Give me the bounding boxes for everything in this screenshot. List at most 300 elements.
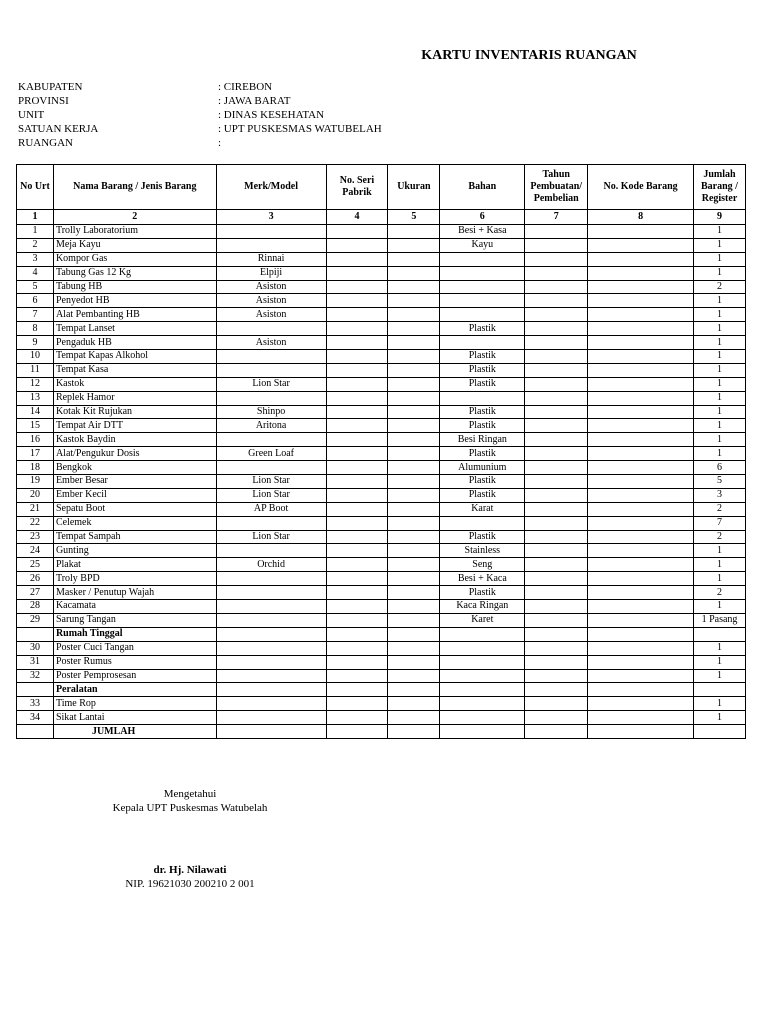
cell-kode	[588, 711, 694, 725]
meta-row-kabupaten	[18, 80, 382, 94]
cell-kode	[588, 363, 694, 377]
cell-nama: Kotak Kit Rujukan	[53, 405, 216, 419]
cell-no: 7	[17, 308, 54, 322]
table-row	[17, 586, 746, 600]
cell-no: 23	[17, 530, 54, 544]
cell-no: 11	[17, 363, 54, 377]
cell-merk: Orchid	[216, 558, 326, 572]
column-number: 5	[388, 210, 440, 225]
meta-value: : JAWA BARAT	[218, 95, 291, 107]
cell-tahun	[525, 266, 588, 280]
cell-ukuran	[388, 405, 440, 419]
table-row	[17, 322, 746, 336]
cell-nama: Meja Kayu	[53, 238, 216, 252]
column-number: 7	[525, 210, 588, 225]
cell-jumlah: 2	[693, 586, 745, 600]
cell-jumlah: 1	[693, 711, 745, 725]
table-row	[17, 294, 746, 308]
signature-line1: Mengetahui	[163, 788, 217, 800]
cell-tahun	[525, 544, 588, 558]
cell-kode	[588, 544, 694, 558]
cell-bahan: Karet	[440, 613, 525, 627]
table-row	[17, 405, 746, 419]
table-row	[17, 447, 746, 461]
cell-nama: Tempat Lanset	[53, 322, 216, 336]
cell-nama: Tabung Gas 12 Kg	[53, 266, 216, 280]
cell-nama: Tempat Air DTT	[53, 419, 216, 433]
cell-jumlah: 1	[693, 377, 745, 391]
cell-jumlah: 1	[693, 363, 745, 377]
cell-kode	[588, 488, 694, 502]
cell-kode	[588, 433, 694, 447]
table-row	[17, 308, 746, 322]
cell-merk: Shinpo	[216, 405, 326, 419]
cell-nama: Replek Hamor	[53, 391, 216, 405]
cell-jumlah: 1	[693, 350, 745, 364]
cell-no: 13	[17, 391, 54, 405]
cell-tahun	[525, 252, 588, 266]
cell-jumlah: 1	[693, 308, 745, 322]
cell-no: 31	[17, 655, 54, 669]
cell-nama: Tempat Kasa	[53, 363, 216, 377]
cell-jumlah: 1	[693, 558, 745, 572]
cell-ukuran	[388, 544, 440, 558]
column-number-row	[17, 210, 746, 225]
cell-seri	[326, 697, 388, 711]
table-row	[17, 711, 746, 725]
column-number: 9	[693, 210, 745, 225]
cell-seri	[326, 641, 388, 655]
cell-no: 5	[17, 280, 54, 294]
cell-nama: Ember Kecil	[53, 488, 216, 502]
section-label: Rumah Tinggal	[53, 627, 216, 641]
cell-tahun	[525, 322, 588, 336]
cell-ukuran	[388, 363, 440, 377]
cell-merk	[216, 544, 326, 558]
cell-ukuran	[388, 238, 440, 252]
cell-nama: Poster Cuci Tangan	[53, 641, 216, 655]
cell-ukuran	[388, 600, 440, 614]
cell-no: 15	[17, 419, 54, 433]
cell-nama: Gunting	[53, 544, 216, 558]
cell-merk	[216, 711, 326, 725]
cell-bahan: Kayu	[440, 238, 525, 252]
meta-row-provinsi	[18, 94, 382, 108]
meta-row-unit	[18, 108, 382, 122]
signature-block	[80, 787, 300, 891]
cell-seri	[326, 488, 388, 502]
cell-ukuran	[388, 461, 440, 475]
total-label: JUMLAH	[53, 725, 216, 739]
cell-tahun	[525, 516, 588, 530]
cell-no: 25	[17, 558, 54, 572]
cell-seri	[326, 336, 388, 350]
cell-seri	[326, 655, 388, 669]
cell-no: 17	[17, 447, 54, 461]
cell-bahan: Plastik	[440, 322, 525, 336]
cell-no: 27	[17, 586, 54, 600]
cell-nama: Pengaduk HB	[53, 336, 216, 350]
cell-no: 12	[17, 377, 54, 391]
cell-ukuran	[388, 377, 440, 391]
cell-no: 28	[17, 600, 54, 614]
cell-no: 30	[17, 641, 54, 655]
cell-nama: Alat Pembanting HB	[53, 308, 216, 322]
cell-merk	[216, 669, 326, 683]
cell-tahun	[525, 280, 588, 294]
cell-bahan: Plastik	[440, 350, 525, 364]
column-number: 2	[53, 210, 216, 225]
cell-jumlah: 5	[693, 475, 745, 489]
table-row	[17, 488, 746, 502]
cell-nama: Poster Rumus	[53, 655, 216, 669]
cell-kode	[588, 294, 694, 308]
cell-tahun	[525, 419, 588, 433]
cell-bahan	[440, 280, 525, 294]
cell-no: 34	[17, 711, 54, 725]
cell-ukuran	[388, 475, 440, 489]
cell-no: 1	[17, 225, 54, 239]
cell-jumlah: 1 Pasang	[693, 613, 745, 627]
table-row	[17, 669, 746, 683]
cell-jumlah: 1	[693, 238, 745, 252]
cell-jumlah: 6	[693, 461, 745, 475]
header-info	[18, 80, 382, 150]
table-row	[17, 572, 746, 586]
cell-ukuran	[388, 572, 440, 586]
cell-nama: Masker / Penutup Wajah	[53, 586, 216, 600]
cell-bahan: Seng	[440, 558, 525, 572]
cell-merk: Green Loaf	[216, 447, 326, 461]
cell-seri	[326, 266, 388, 280]
cell-seri	[326, 294, 388, 308]
cell-tahun	[525, 377, 588, 391]
table-row	[17, 530, 746, 544]
cell-seri	[326, 238, 388, 252]
cell-kode	[588, 447, 694, 461]
cell-jumlah: 1	[693, 419, 745, 433]
cell-seri	[326, 711, 388, 725]
cell-bahan: Plastik	[440, 530, 525, 544]
cell-seri	[326, 280, 388, 294]
cell-merk	[216, 697, 326, 711]
meta-value: : DINAS KESEHATAN	[218, 109, 325, 121]
cell-ukuran	[388, 433, 440, 447]
cell-bahan	[440, 516, 525, 530]
cell-jumlah: 1	[693, 600, 745, 614]
cell-no: 21	[17, 502, 54, 516]
cell-seri	[326, 572, 388, 586]
cell-merk: AP Boot	[216, 502, 326, 516]
cell-ukuran	[388, 558, 440, 572]
cell-seri	[326, 308, 388, 322]
cell-jumlah: 1	[693, 336, 745, 350]
cell-tahun	[525, 294, 588, 308]
cell-ukuran	[388, 419, 440, 433]
column-header: No. Seri Pabrik	[326, 165, 388, 210]
cell-seri	[326, 502, 388, 516]
cell-ukuran	[388, 280, 440, 294]
cell-kode	[588, 669, 694, 683]
cell-tahun	[525, 363, 588, 377]
cell-ukuran	[388, 294, 440, 308]
section-row	[17, 683, 746, 697]
cell-merk	[216, 363, 326, 377]
meta-key: RUANGAN	[18, 137, 73, 149]
table-row	[17, 641, 746, 655]
cell-kode	[588, 225, 694, 239]
column-number: 3	[216, 210, 326, 225]
column-number: 1	[17, 210, 54, 225]
table-row	[17, 280, 746, 294]
column-header: Bahan	[440, 165, 525, 210]
cell-bahan	[440, 391, 525, 405]
cell-seri	[326, 433, 388, 447]
cell-bahan: Plastik	[440, 586, 525, 600]
cell-kode	[588, 266, 694, 280]
cell-ukuran	[388, 613, 440, 627]
cell-bahan	[440, 711, 525, 725]
cell-nama: Tempat Kapas Alkohol	[53, 350, 216, 364]
cell-bahan: Plastik	[440, 419, 525, 433]
cell-nama: Troly BPD	[53, 572, 216, 586]
cell-kode	[588, 461, 694, 475]
table-row	[17, 502, 746, 516]
cell-kode	[588, 391, 694, 405]
cell-bahan	[440, 669, 525, 683]
cell-tahun	[525, 669, 588, 683]
cell-tahun	[525, 530, 588, 544]
cell-seri	[326, 558, 388, 572]
cell-kode	[588, 322, 694, 336]
cell-merk	[216, 613, 326, 627]
cell-no: 16	[17, 433, 54, 447]
column-header: No Urt	[17, 165, 54, 210]
cell-merk	[216, 391, 326, 405]
cell-kode	[588, 516, 694, 530]
cell-merk: Asiston	[216, 280, 326, 294]
cell-ukuran	[388, 336, 440, 350]
cell-seri	[326, 600, 388, 614]
cell-merk	[216, 433, 326, 447]
table-row	[17, 475, 746, 489]
cell-ukuran	[388, 447, 440, 461]
cell-nama: Sarung Tangan	[53, 613, 216, 627]
signature-line2: Kepala UPT Puskesmas Watubelah	[112, 802, 268, 814]
meta-key: UNIT	[18, 109, 45, 121]
cell-merk	[216, 572, 326, 586]
cell-nama: Sikat Lantai	[53, 711, 216, 725]
cell-no: 24	[17, 544, 54, 558]
cell-no: 19	[17, 475, 54, 489]
cell-ukuran	[388, 641, 440, 655]
table-row	[17, 433, 746, 447]
cell-nama: Celemek	[53, 516, 216, 530]
cell-ukuran	[388, 350, 440, 364]
cell-kode	[588, 238, 694, 252]
cell-no: 4	[17, 266, 54, 280]
cell-seri	[326, 419, 388, 433]
column-number: 4	[326, 210, 388, 225]
cell-jumlah: 1	[693, 322, 745, 336]
cell-ukuran	[388, 225, 440, 239]
cell-no: 29	[17, 613, 54, 627]
cell-kode	[588, 600, 694, 614]
cell-merk	[216, 350, 326, 364]
cell-nama: Plakat	[53, 558, 216, 572]
cell-no: 6	[17, 294, 54, 308]
cell-no: 3	[17, 252, 54, 266]
table-row	[17, 225, 746, 239]
cell-seri	[326, 669, 388, 683]
cell-no: 32	[17, 669, 54, 683]
cell-nama: Alat/Pengukur Dosis	[53, 447, 216, 461]
table-row	[17, 558, 746, 572]
cell-kode	[588, 530, 694, 544]
table-row	[17, 516, 746, 530]
cell-tahun	[525, 391, 588, 405]
cell-merk: Asiston	[216, 336, 326, 350]
cell-merk	[216, 641, 326, 655]
cell-bahan: Besi Ringan	[440, 433, 525, 447]
cell-no: 33	[17, 697, 54, 711]
cell-ukuran	[388, 488, 440, 502]
cell-ukuran	[388, 252, 440, 266]
cell-ukuran	[388, 308, 440, 322]
cell-tahun	[525, 613, 588, 627]
cell-no: 10	[17, 350, 54, 364]
column-header: Tahun Pembuatan/ Pembelian	[525, 165, 588, 210]
cell-bahan: Karat	[440, 502, 525, 516]
table-header-row	[17, 165, 746, 210]
cell-bahan: Besi + Kasa	[440, 225, 525, 239]
table-row	[17, 419, 746, 433]
cell-kode	[588, 280, 694, 294]
cell-nama: Kompor Gas	[53, 252, 216, 266]
table-row	[17, 363, 746, 377]
cell-ukuran	[388, 266, 440, 280]
cell-merk: Rinnai	[216, 252, 326, 266]
cell-tahun	[525, 586, 588, 600]
cell-merk: Lion Star	[216, 488, 326, 502]
cell-no: 14	[17, 405, 54, 419]
cell-kode	[588, 405, 694, 419]
cell-nama: Sepatu Boot	[53, 502, 216, 516]
cell-jumlah: 1	[693, 544, 745, 558]
cell-jumlah: 1	[693, 641, 745, 655]
cell-kode	[588, 308, 694, 322]
meta-row-ruangan	[18, 136, 382, 150]
document-title: KARTU INVENTARIS RUANGAN	[421, 48, 637, 63]
cell-jumlah: 2	[693, 502, 745, 516]
cell-kode	[588, 475, 694, 489]
cell-nama: Penyedot HB	[53, 294, 216, 308]
table-row	[17, 252, 746, 266]
section-label: Peralatan	[53, 683, 216, 697]
cell-tahun	[525, 433, 588, 447]
cell-jumlah: 1	[693, 405, 745, 419]
cell-nama: Bengkok	[53, 461, 216, 475]
meta-key: KABUPATEN	[18, 81, 83, 93]
cell-kode	[588, 336, 694, 350]
cell-bahan	[440, 697, 525, 711]
cell-bahan	[440, 641, 525, 655]
column-header: Merk/Model	[216, 165, 326, 210]
cell-no: 2	[17, 238, 54, 252]
table-row	[17, 377, 746, 391]
cell-seri	[326, 391, 388, 405]
table-row	[17, 266, 746, 280]
column-number: 6	[440, 210, 525, 225]
cell-kode	[588, 586, 694, 600]
cell-jumlah: 1	[693, 266, 745, 280]
cell-tahun	[525, 558, 588, 572]
cell-bahan: Plastik	[440, 377, 525, 391]
cell-merk: Lion Star	[216, 377, 326, 391]
cell-tahun	[525, 447, 588, 461]
cell-nama: Tempat Sampah	[53, 530, 216, 544]
cell-no: 26	[17, 572, 54, 586]
cell-tahun	[525, 600, 588, 614]
column-header: Nama Barang / Jenis Barang	[53, 165, 216, 210]
cell-seri	[326, 586, 388, 600]
signatory-name: dr. Hj. Nilawati	[153, 864, 227, 876]
meta-value: :	[218, 137, 222, 149]
cell-ukuran	[388, 711, 440, 725]
cell-bahan: Plastik	[440, 475, 525, 489]
cell-jumlah: 1	[693, 655, 745, 669]
cell-merk: Lion Star	[216, 530, 326, 544]
cell-kode	[588, 502, 694, 516]
cell-seri	[326, 475, 388, 489]
table-row	[17, 391, 746, 405]
cell-nama: Kastok Baydin	[53, 433, 216, 447]
cell-merk	[216, 461, 326, 475]
cell-tahun	[525, 405, 588, 419]
total-row	[17, 725, 746, 739]
cell-kode	[588, 558, 694, 572]
cell-seri	[326, 350, 388, 364]
cell-seri	[326, 363, 388, 377]
cell-merk	[216, 600, 326, 614]
cell-jumlah: 1	[693, 433, 745, 447]
cell-seri	[326, 225, 388, 239]
cell-seri	[326, 613, 388, 627]
cell-seri	[326, 377, 388, 391]
inventory-table	[16, 164, 746, 739]
cell-merk	[216, 655, 326, 669]
cell-nama: Kacamata	[53, 600, 216, 614]
cell-no: 8	[17, 322, 54, 336]
cell-nama: Tabung HB	[53, 280, 216, 294]
cell-tahun	[525, 225, 588, 239]
cell-tahun	[525, 572, 588, 586]
cell-tahun	[525, 641, 588, 655]
cell-tahun	[525, 502, 588, 516]
cell-ukuran	[388, 655, 440, 669]
table-row	[17, 336, 746, 350]
cell-merk: Elpiji	[216, 266, 326, 280]
cell-ukuran	[388, 586, 440, 600]
cell-merk	[216, 322, 326, 336]
column-number: 8	[588, 210, 694, 225]
cell-bahan: Alumunium	[440, 461, 525, 475]
cell-kode	[588, 572, 694, 586]
table-row	[17, 461, 746, 475]
cell-tahun	[525, 238, 588, 252]
cell-bahan: Kaca Ringan	[440, 600, 525, 614]
cell-bahan: Plastik	[440, 488, 525, 502]
